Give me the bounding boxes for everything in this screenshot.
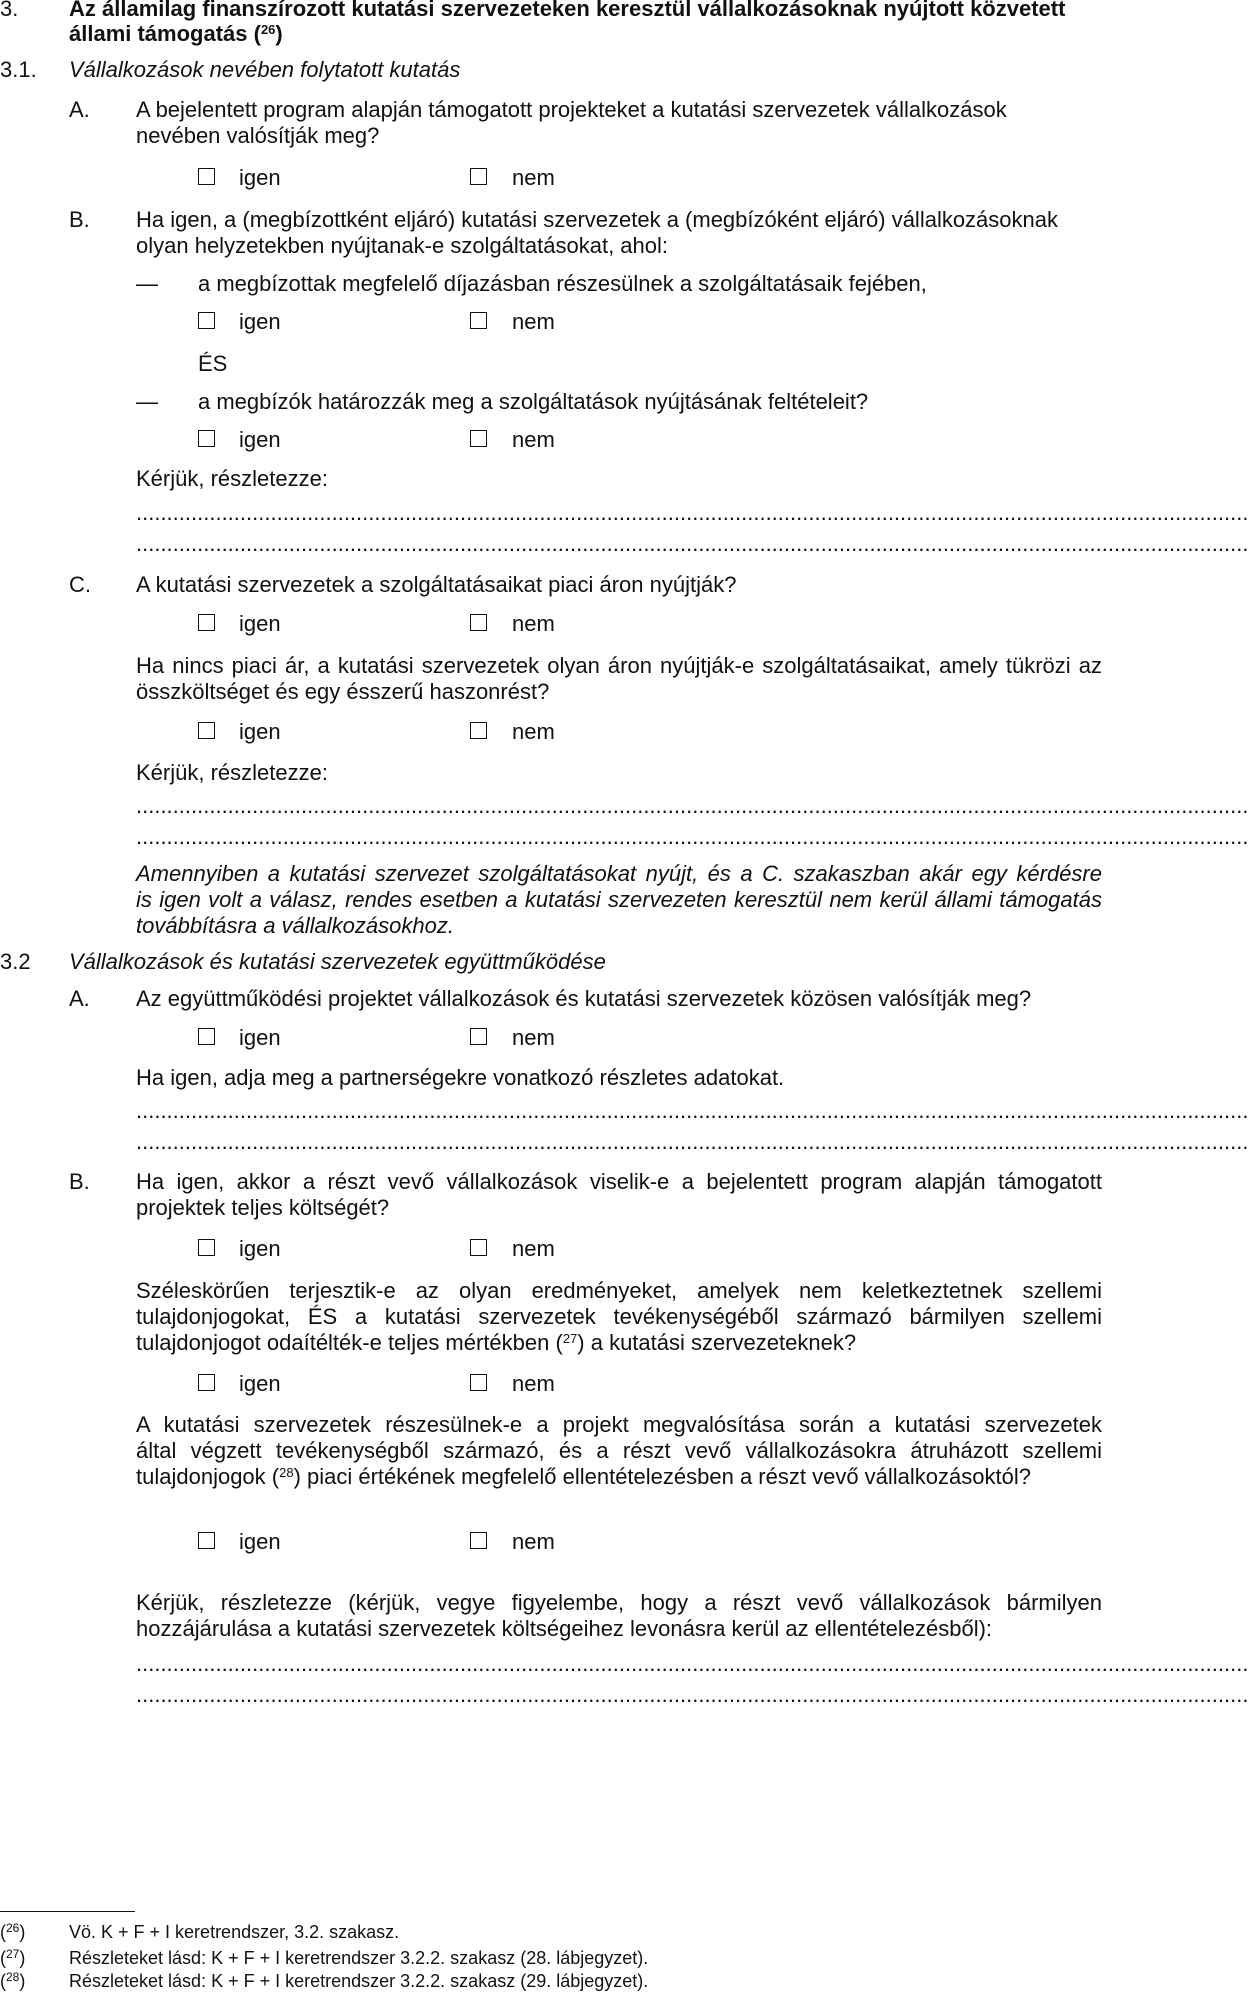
answer-dotted-line[interactable]: ...................................................................................................................................................................................... [136, 1129, 1248, 1154]
answer-dotted-line[interactable]: ...................................................................................................................................................................................... [136, 824, 1248, 849]
question-3-1-c-2-line-1: Ha nincs piaci ár, a kutatási szervezetek olyan áron nyújtják-e szolgáltatásaikat, amely tükrözi az [136, 653, 1102, 678]
and-connector: ÉS [198, 351, 228, 376]
choice-row-3-1-c [0, 609, 1138, 638]
footnote-28: ($^{28}$) [0, 1970, 26, 1991]
footnote-ref-27[interactable]: 27 [562, 1331, 578, 1346]
checkbox-no[interactable] [470, 1028, 487, 1045]
checkbox-yes[interactable] [198, 1374, 215, 1391]
checkbox-yes-label: igen [239, 1025, 281, 1050]
checkbox-no-label: nem [512, 611, 555, 636]
checkbox-yes[interactable] [198, 430, 215, 447]
choice-row-3-1-a [0, 163, 1138, 192]
footnote-26-text: Vö. K + F + I keretrendszer, 3.2. szakasz. [69, 1922, 400, 1942]
section-3-number: 3. [0, 0, 19, 21]
question-3-1-b-line-1: Ha igen, a (megbízottként eljáró) kutatási szervezetek a (megbízóként eljáró) vállalkozásoknak [136, 207, 1059, 232]
checkbox-no[interactable] [470, 1532, 487, 1549]
footnote-ref-28[interactable]: 28 [279, 1465, 294, 1480]
question-3-1-a-line-2: nevében valósítják meg? [136, 123, 380, 148]
details-prompt: Ha igen, adja meg a partnerségekre vonatkozó részletes adatokat. [136, 1065, 785, 1090]
checkbox-yes-label: igen [239, 719, 281, 744]
question-3-2-b-3-line-2: által végzett tevékenységből származó, és a részt vevő vállalkozásokra átruházott szellemi [136, 1438, 1102, 1463]
checkbox-no-label: nem [512, 1236, 555, 1261]
checkbox-yes-label: igen [239, 1236, 281, 1261]
checkbox-no[interactable] [470, 168, 487, 185]
checkbox-no-label: nem [512, 427, 555, 452]
choice-row-condition-1 [0, 307, 1138, 336]
question-3-2-b-2-line-2: tulajdonjogokat, ÉS a kutatási szervezetek tevékenységéből származó bármilyen szellemi [136, 1304, 1102, 1329]
details-prompt: Kérjük, részletezze: [136, 760, 328, 785]
choice-row-condition-2 [0, 425, 1138, 454]
question-3-1-c-label: C. [69, 572, 91, 597]
section-3-1-number: 3.1. [0, 57, 37, 82]
footnote-26: ($^{26}$) [0, 1921, 26, 1942]
choice-row-3-2-b-3 [0, 1527, 1138, 1556]
checkbox-no-label: nem [512, 1529, 555, 1554]
checkbox-yes-label: igen [239, 1371, 281, 1396]
question-3-1-b-line-2: olyan helyzetekben nyújtanak-e szolgáltatásokat, ahol: [136, 233, 669, 258]
note-line-2: is igen volt a válasz, rendes esetben a kutatási szervezeten keresztül nem kerül állami támogatás [136, 887, 1102, 912]
checkbox-no-label: nem [512, 1371, 555, 1396]
checkbox-yes[interactable] [198, 722, 215, 739]
question-3-1-a-label: A. [69, 97, 90, 122]
condition-2: a megbízók határozzák meg a szolgáltatások nyújtásának feltételeit? [198, 389, 869, 414]
checkbox-yes-label: igen [239, 611, 281, 636]
question-3-2-b-3-line-3: tulajdonjogok ($^{28}$) piaci értékének megfelelő ellentételezésben a részt vevő vállalkozásoktól? [136, 1464, 1031, 1489]
question-3-2-b-line-1: Ha igen, akkor a részt vevő vállalkozások viselik-e a bejelentett program alapján támogatott [136, 1169, 1102, 1194]
section-3-title-line-1: Az államilag finanszírozott kutatási szervezeteken keresztül vállalkozásoknak nyújtott közvetett [69, 0, 1066, 21]
footnote-27-text: Részleteket lásd: K + F + I keretrendszer 3.2.2. szakasz (28. lábjegyzet). [69, 1948, 649, 1968]
checkbox-yes-label: igen [239, 165, 281, 190]
section-3-2-title: Vállalkozások és kutatási szervezetek együttműködése [69, 949, 606, 974]
answer-dotted-line[interactable]: ...................................................................................................................................................................................... [136, 1651, 1248, 1676]
choice-row-3-2-b [0, 1234, 1138, 1263]
checkbox-no-label: nem [512, 309, 555, 334]
question-3-2-b-3-line-1: A kutatási szervezetek részesülnek-e a projekt megvalósítása során a kutatási szervezetek [136, 1412, 1102, 1437]
question-3-2-b-label: B. [69, 1169, 90, 1194]
footnote-separator [0, 1911, 135, 1912]
choice-row-3-2-b-2 [0, 1369, 1138, 1398]
checkbox-no-label: nem [512, 719, 555, 744]
answer-dotted-line[interactable]: ...................................................................................................................................................................................... [136, 531, 1248, 556]
checkbox-yes[interactable] [198, 312, 215, 329]
section-3-1-title: Vállalkozások nevében folytatott kutatás [69, 57, 461, 82]
question-3-2-b-2-line-3: tulajdonjogot odaítélték-e teljes mértékben ($^{27}$) a kutatási szervezeteknek? [136, 1330, 857, 1355]
choice-row-3-2-a [0, 1023, 1138, 1052]
details-prompt-line-2: hozzájárulása a kutatási szervezetek költségeihez levonásra kerül az ellentételezésből): [136, 1616, 993, 1641]
note-line-1: Amennyiben a kutatási szervezet szolgáltatásokat nyújt, és a C. szakaszban akár egy kérdésre [136, 861, 1102, 886]
question-3-2-a-label: A. [69, 986, 90, 1011]
details-prompt: Kérjük, részletezze: [136, 466, 328, 491]
footnote-27: ($^{27}$) [0, 1947, 26, 1968]
condition-1: a megbízottak megfelelő díjazásban részesülnek a szolgáltatásaik fejében, [198, 271, 927, 296]
footnote-28-text: Részleteket lásd: K + F + I keretrendszer 3.2.2. szakasz (29. lábjegyzet). [69, 1971, 649, 1991]
checkbox-yes[interactable] [198, 614, 215, 631]
answer-dotted-line[interactable]: ...................................................................................................................................................................................... [136, 1098, 1248, 1123]
checkbox-yes[interactable] [198, 168, 215, 185]
checkbox-no-label: nem [512, 1025, 555, 1050]
checkbox-yes-label: igen [239, 427, 281, 452]
note-line-3: továbbításra a vállalkozásokhoz. [136, 913, 454, 938]
question-3-2-b-line-2: projektek teljes költségét? [136, 1195, 390, 1220]
question-3-2-a-text: Az együttműködési projektet vállalkozások és kutatási szervezetek közösen valósítják meg? [136, 986, 1032, 1011]
question-3-1-a-line-1: A bejelentett program alapján támogatott projekteket a kutatási szervezetek vállalkozások [136, 97, 1007, 122]
checkbox-no[interactable] [470, 614, 487, 631]
answer-dotted-line[interactable]: ...................................................................................................................................................................................... [136, 1682, 1248, 1707]
dash-bullet: — [136, 389, 158, 414]
checkbox-yes-label: igen [239, 309, 281, 334]
section-3-2-number: 3.2 [0, 949, 31, 974]
choice-row-3-1-c-2 [0, 717, 1138, 746]
section-3-title-line-2: állami támogatás ($^{26}$) [69, 21, 283, 46]
question-3-2-b-2-line-1: Széleskörűen terjesztik-e az olyan eredményeket, amelyek nem keletkeztetnek szellemi [136, 1278, 1102, 1303]
checkbox-no[interactable] [470, 722, 487, 739]
question-3-1-c-text: A kutatási szervezetek a szolgáltatásaikat piaci áron nyújtják? [136, 572, 737, 597]
checkbox-no[interactable] [470, 1374, 487, 1391]
checkbox-no[interactable] [470, 312, 487, 329]
checkbox-no[interactable] [470, 430, 487, 447]
checkbox-yes-label: igen [239, 1529, 281, 1554]
footnote-ref-26[interactable]: 26 [260, 22, 276, 37]
question-3-1-c-2-line-2: összköltséget és egy ésszerű haszonrést? [136, 679, 550, 704]
question-3-1-b-label: B. [69, 207, 90, 232]
checkbox-yes[interactable] [198, 1239, 215, 1256]
dash-bullet: — [136, 271, 158, 296]
checkbox-no-label: nem [512, 165, 555, 190]
checkbox-no[interactable] [470, 1239, 487, 1256]
checkbox-yes[interactable] [198, 1532, 215, 1549]
details-prompt-line-1: Kérjük, részletezze (kérjük, vegye figyelembe, hogy a részt vevő vállalkozások bármilyen [136, 1590, 1102, 1615]
checkbox-yes[interactable] [198, 1028, 215, 1045]
answer-dotted-line[interactable]: ...................................................................................................................................................................................... [136, 500, 1248, 525]
answer-dotted-line[interactable]: ...................................................................................................................................................................................... [136, 793, 1248, 818]
